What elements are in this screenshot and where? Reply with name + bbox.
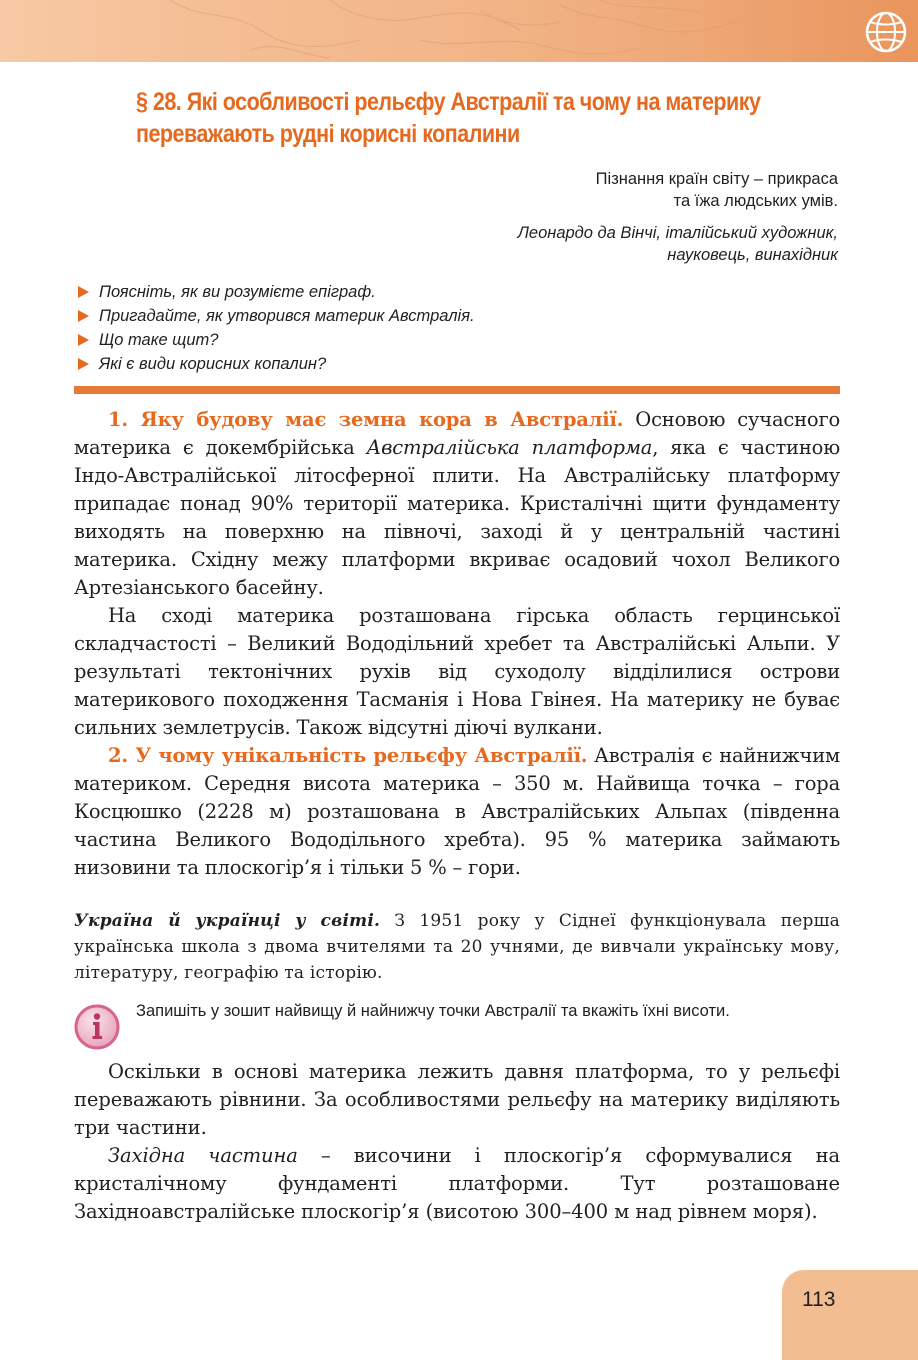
arrow-icon: [78, 286, 89, 298]
epigraph: [378, 168, 838, 266]
question-item: [76, 328, 776, 352]
task-text: Запишіть у зошит найвищу й найнижчу точки Австралії та вкажіть їхні висоти.: [136, 1002, 730, 1020]
section-1-paragraph-2: На сході материка розташована гірська область герцинської складчастості – Великий Вододільний хребет та Австралійські Альпи. У результаті тектонічних рухів від суходолу відділилися острови материкового походження Тасманія і Нова Гвінея. На материку не буває сильних землетрусів. Також відсутні діючі вулкани.: [74, 604, 840, 739]
note-paragraph: [74, 908, 840, 986]
question-text: Пригадайте, як утворився материк Австралія.: [99, 307, 475, 325]
text-run: Основою сучасного материка є докембрійська: [74, 408, 840, 459]
continuation-paragraph-1: Оскільки в основі материка лежить давня платформа, то у рельєфі переважають рівнини. За особливостями рельєфу на материку виділяють три частини.: [74, 1060, 840, 1139]
ukraine-note: [74, 908, 840, 986]
arrow-icon: [78, 358, 89, 370]
section-2-paragraph-1: [74, 742, 840, 882]
question-item: [76, 352, 776, 376]
page-number: 113: [802, 1288, 836, 1311]
map-decoration: [0, 0, 918, 62]
continuation-text: [74, 1058, 840, 1226]
epigraph-author-line-1: Леонардо да Вінчі, італійський художник,: [517, 224, 838, 242]
task-block: [74, 1000, 840, 1023]
text-run: Австралія є найнижчим материком. Середня висота материка – 350 м. Найвища точка – гора Косцюшко (2228 м) розташована в Австралійських Альпах (південна частина Великого Вододільного хребта). 95 % материка займають низовини та плоскогір’я і тільки 5 % – гори.: [74, 744, 841, 879]
question-text: Які є види корисних копалин?: [99, 355, 327, 373]
question-item: [76, 304, 776, 328]
globe-icon: [864, 10, 908, 54]
section-1-title: 1. Яку будову має земна кора в Австралії.: [108, 408, 624, 431]
epigraph-author: [378, 222, 838, 266]
question-text: Що таке щит?: [99, 331, 219, 349]
note-text: З 1951 року у Сіднеї функціонувала перша українська школа з двома вчителями та 20 учнями, де вивчали українську мову, літературу, географію та історію.: [74, 911, 840, 983]
top-banner: [0, 0, 918, 62]
term-western-part: Західна частина: [108, 1144, 298, 1167]
text-run: – височини і плоскогір’я сформувалися на кристалічному фундаменті платформи. Тут розташоване Західноавстралійське плоскогір’я (висотою 300–400 м над рівнем моря).: [74, 1144, 841, 1223]
arrow-icon: [78, 310, 89, 322]
epigraph-author-line-2: науковець, винахідник: [667, 246, 838, 264]
title-line-1: § 28. Які особливості рельєфу Австралії та чому на материку: [136, 88, 761, 116]
section-divider: [74, 386, 840, 394]
review-questions: [76, 280, 776, 376]
arrow-icon: [78, 334, 89, 346]
main-text: [74, 406, 840, 882]
page-title: [136, 86, 824, 150]
question-item: [76, 280, 776, 304]
continuation-paragraph-2: [74, 1142, 840, 1226]
note-lead: Україна й українці у світі.: [74, 911, 381, 931]
text-run: , яка є частиною Індо-Австралійської літосферної плити. На Австралійську платформу припадає понад 90% території материка. Кристалічні щити фундаменту виходять на поверхню на півночі, заході й у центральній частині материка. Східну межу платформи вкриває осадовий чохол Великого Артезіанського басейну.: [74, 436, 840, 599]
epigraph-quote-line-1: Пізнання країн світу – прикраса: [595, 170, 838, 188]
section-1-paragraph-1: [74, 406, 840, 602]
title-line-2: переважають рудні корисні копалини: [136, 120, 520, 148]
info-icon: [74, 1004, 120, 1050]
epigraph-quote-line-2: та їжа людських умів.: [673, 192, 838, 210]
page-number-tab: [782, 1270, 918, 1360]
term-australian-platform: Австралійська платформа: [366, 436, 653, 459]
section-2-title: 2. У чому унікальність рельєфу Австралії.: [108, 744, 588, 767]
question-text: Поясніть, як ви розумієте епіграф.: [99, 283, 376, 301]
